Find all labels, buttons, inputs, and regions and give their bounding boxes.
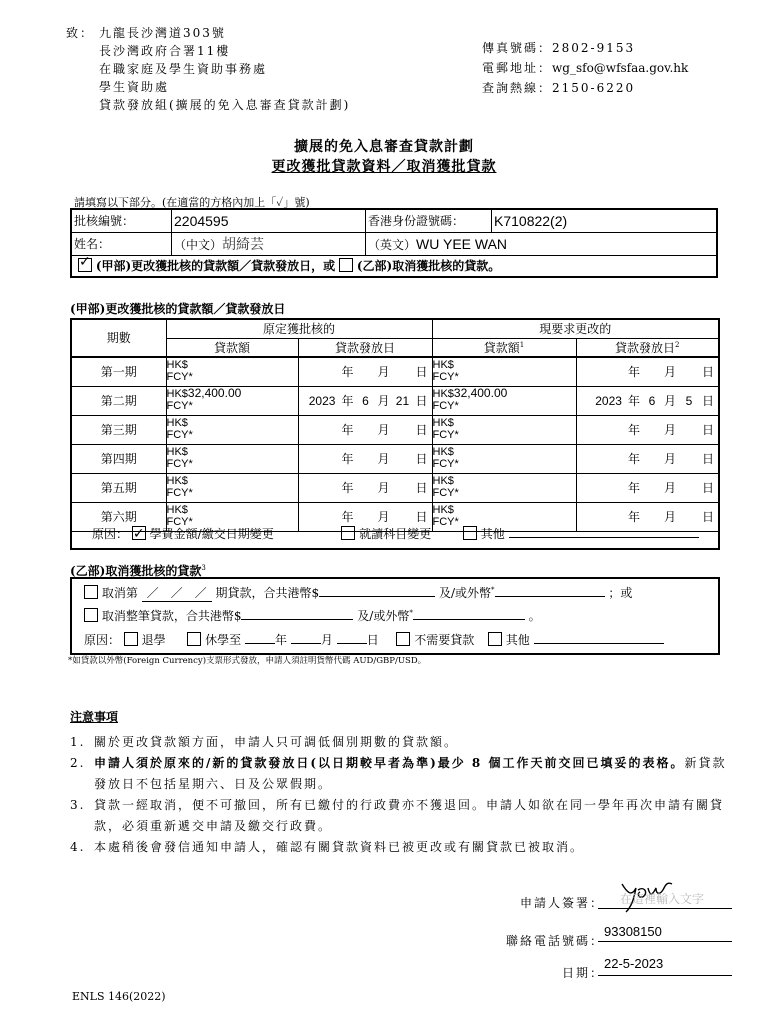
new-amount-field[interactable]: HK$ FCY* — [432, 473, 576, 502]
notes-list — [70, 732, 730, 858]
new-header: 現要求更改的 — [432, 320, 718, 338]
period-cell: 第六期 — [72, 502, 166, 531]
new-date-field[interactable]: 年 月 日 — [576, 502, 718, 531]
date-field[interactable]: 22-5-2023 — [598, 956, 732, 976]
original-amount-field[interactable]: HK$ FCY* — [166, 444, 298, 473]
part-a-reason-row — [72, 522, 718, 546]
month-label: 月 — [320, 633, 333, 647]
new-amount-field[interactable]: HK$ FCY* — [432, 502, 576, 531]
new-amount-field[interactable]: HK$ FCY* — [432, 415, 576, 444]
signature-field[interactable] — [598, 880, 732, 909]
currency-footnote: *如貸款以外幣(Foreign Currency)支票形式發放，申請人須註明貨幣代碼 AUD/GBP/USD。 — [68, 656, 427, 666]
part-b-box — [70, 577, 720, 655]
suspend-month-field[interactable] — [291, 643, 321, 644]
signature-label: 申請人簽署： — [520, 896, 605, 910]
cancel-period-fx-field[interactable] — [495, 596, 605, 597]
original-date-field[interactable]: 2023 年 6 月 21 日 — [298, 386, 432, 415]
cancel-all-fx-field[interactable] — [413, 619, 525, 620]
new-date-field[interactable]: 2023 年 6 月 5 日 — [576, 386, 718, 415]
original-amount-field[interactable]: HK$ FCY* — [166, 415, 298, 444]
cancel-period-row — [84, 584, 632, 602]
part-b-reason-row — [84, 631, 664, 648]
applicant-info-box — [70, 208, 718, 278]
note-item: 3. 貸款一經取消，便不可撤回，所有已繳付的行政費亦不獲退回。申請人如欲在同一學年再次申請有關貸款，必須重新遞交申請及繳交行政費。 — [70, 798, 725, 833]
chinese-name-label: （中文） — [174, 237, 223, 252]
instruction-text: 請填寫以下部分。(在適當的方格內加上「✓」號) — [74, 196, 310, 209]
loan-period-row — [72, 386, 718, 415]
form-title: 擴展的免入息審查貸款計劃 — [294, 139, 474, 155]
hkid-label: 香港身份證號碼： — [366, 210, 492, 232]
period-cell: 第五期 — [72, 473, 166, 502]
notes-heading: 注意事項 — [70, 710, 119, 724]
cancel-period-or: ；或 — [608, 586, 633, 600]
cancel-period-label-a: 取消第 — [101, 586, 138, 600]
reason-other-field[interactable] — [509, 537, 699, 538]
address-line: 學生資助處 — [99, 80, 170, 94]
no-need-label: 不需要貸款 — [414, 633, 475, 647]
email-address: wg_sfo@wfsfaa.gov.hk — [552, 61, 689, 75]
address-line: 在職家庭及學生資助事務處 — [99, 62, 268, 76]
orig-amount-header: 貸款額 — [166, 338, 298, 356]
form-subtitle: 更改獲批貸款資料／取消獲批貸款 — [271, 159, 497, 175]
address-line: 長沙灣政府合署11樓 — [99, 44, 231, 58]
cancel-period-label-b: 期貸款，合共港幣$ — [215, 586, 320, 600]
new-date-field[interactable]: 年 月 日 — [576, 444, 718, 473]
applicant-table — [72, 210, 716, 275]
email-label: 電郵地址： — [482, 61, 553, 75]
original-amount-field[interactable]: HK$ FCY* — [166, 357, 298, 386]
part-b-checkbox[interactable] — [339, 258, 353, 272]
form-code: ENLS 146(2022) — [72, 990, 166, 1003]
part-choice-row — [72, 255, 716, 275]
phone-field[interactable]: 93308150 — [598, 924, 732, 942]
date-label: 日期： — [562, 966, 605, 980]
new-amount-field[interactable]: HK$32,400.00 FCY* — [432, 386, 576, 415]
withdraw-label: 退學 — [141, 633, 166, 647]
other-reason-checkbox[interactable] — [488, 632, 502, 646]
part-a-box — [70, 318, 720, 550]
cancel-period-hkd-field[interactable] — [319, 596, 435, 597]
ref-field[interactable]: 2204595 — [172, 210, 366, 232]
cancel-all-hkd-field[interactable] — [241, 619, 353, 620]
new-date-header: 貸款發放日$^2$ — [576, 338, 718, 356]
original-date-field[interactable]: 年 月 日 — [298, 415, 432, 444]
period-cell: 第四期 — [72, 444, 166, 473]
no-need-checkbox[interactable] — [396, 632, 410, 646]
english-name-cell[interactable] — [366, 232, 717, 255]
original-date-field[interactable]: 年 月 日 — [298, 444, 432, 473]
original-amount-field[interactable]: HK$ FCY* — [166, 502, 298, 531]
chinese-name-field[interactable]: 胡綺芸 — [222, 236, 265, 253]
other-reason-label: 其他 — [505, 633, 530, 647]
new-date-field[interactable]: 年 月 日 — [576, 473, 718, 502]
cancel-all-row — [84, 607, 541, 624]
new-amount-field[interactable]: HK$ FCY* — [432, 444, 576, 473]
reason-subject-change-label: 就讀科目變更 — [359, 527, 432, 541]
original-date-field[interactable]: 年 月 日 — [298, 502, 432, 531]
original-date-field[interactable]: 年 月 日 — [298, 473, 432, 502]
note-item: 1. 關於更改貸款額方面，申請人只可調低個別期數的貸款額。 — [70, 735, 459, 749]
name-label: 姓名： — [72, 232, 172, 255]
cancel-all-end: 。 — [528, 609, 541, 623]
cancel-all-label: 取消整筆貸款，合共港幣$ — [101, 609, 242, 623]
loan-period-row — [72, 415, 718, 444]
orig-date-header: 貸款發放日 — [298, 338, 432, 356]
recipient-prefix: 致： — [66, 26, 95, 40]
reason-fee-change-label: 學費金額/繳交日期變更 — [149, 527, 274, 541]
period-header: 期數 — [72, 320, 166, 356]
note-item: 2. 申請人須於原來的/新的貸款發放日(以日期較早者為準)最少 8 個工作天前交回已填妥的表格。新貸款發放日不包括星期六、日及公眾假期。 — [70, 756, 727, 791]
fax-label: 傳真號碼： — [482, 41, 553, 55]
original-amount-field[interactable]: HK$ FCY* — [166, 473, 298, 502]
part-b-reason-label: 原因： — [84, 633, 121, 647]
part-a-checkbox[interactable] — [78, 258, 92, 272]
original-amount-field[interactable]: HK$32,400.00 FCY* — [166, 386, 298, 415]
reason-subject-change-checkbox[interactable] — [341, 526, 355, 540]
cancel-all-fx-label: 及/或外幣* — [357, 609, 413, 623]
suspend-checkbox[interactable] — [187, 632, 201, 646]
cancel-period-fx-label: 及/或外幣* — [438, 586, 495, 600]
contact-info — [482, 38, 688, 98]
part-b-heading: (乙部)取消獲批核的貸款$^3$ — [70, 564, 206, 578]
loan-rows — [72, 357, 718, 532]
reason-fee-change-checkbox[interactable] — [132, 526, 146, 540]
loan-period-row — [72, 473, 718, 502]
address-line: 九龍長沙灣道303號 — [99, 26, 226, 40]
part-a-heading: (甲部)更改獲批核的貸款額／貸款發放日 — [70, 302, 286, 316]
withdraw-checkbox[interactable] — [124, 632, 138, 646]
hotline-number: 2150-6220 — [552, 81, 636, 95]
loan-change-table — [72, 320, 718, 357]
loan-period-row — [72, 357, 718, 386]
part-b-choice-label: (乙部)取消獲批核的貸款。 — [356, 258, 501, 273]
new-amount-header: 貸款額$^1$ — [432, 338, 576, 356]
cancel-period-checkbox[interactable] — [84, 585, 98, 599]
reason-other-label: 其他 — [480, 527, 505, 541]
fax-number: 2802-9153 — [552, 41, 636, 55]
hkid-field[interactable]: K710822(2) — [492, 210, 717, 232]
note-item: 4. 本處稍後會發信通知申請人，確認有關貸款資料已被更改或有關貸款已被取消。 — [70, 840, 585, 854]
chinese-name-cell[interactable] — [172, 232, 366, 255]
address-line: 貸款發放組(擴展的免入息審查貸款計劃) — [99, 98, 351, 112]
period-cell: 第二期 — [72, 386, 166, 415]
english-name-field[interactable]: WU YEE WAN — [416, 236, 508, 252]
cancel-all-checkbox[interactable] — [84, 608, 98, 622]
new-amount-field[interactable]: HK$ FCY* — [432, 357, 576, 386]
reason-label: 原因： — [92, 527, 129, 541]
day-label: 日 — [366, 633, 379, 647]
suspend-day-field[interactable] — [337, 643, 367, 644]
hotline-label: 查詢熱線： — [482, 81, 553, 95]
loan-period-row — [72, 444, 718, 473]
recipient-address — [99, 24, 350, 114]
suspend-year-field[interactable] — [245, 643, 275, 644]
signature-placeholder: 在這裡輸入文字 — [620, 892, 705, 906]
ref-label: 批核編號： — [72, 210, 172, 232]
suspend-label: 休學至 — [205, 633, 242, 647]
original-date-field[interactable]: 年 月 日 — [298, 357, 432, 386]
other-reason-field[interactable] — [534, 643, 664, 644]
new-date-field[interactable]: 年 月 日 — [576, 415, 718, 444]
reason-other-checkbox[interactable] — [463, 526, 477, 540]
year-label: 年 — [275, 633, 288, 647]
period-cell: 第一期 — [72, 357, 166, 386]
part-a-choice-label: (甲部)更改獲批核的貸款額／貸款發放日，或 — [95, 258, 336, 273]
original-header: 原定獲批核的 — [166, 320, 432, 338]
cancel-period-field[interactable]: ／ ／ ／ — [142, 584, 212, 602]
english-name-label: （英文） — [368, 238, 417, 252]
phone-label: 聯絡電話號碼： — [506, 934, 605, 948]
period-cell: 第三期 — [72, 415, 166, 444]
new-date-field[interactable]: 年 月 日 — [576, 357, 718, 386]
